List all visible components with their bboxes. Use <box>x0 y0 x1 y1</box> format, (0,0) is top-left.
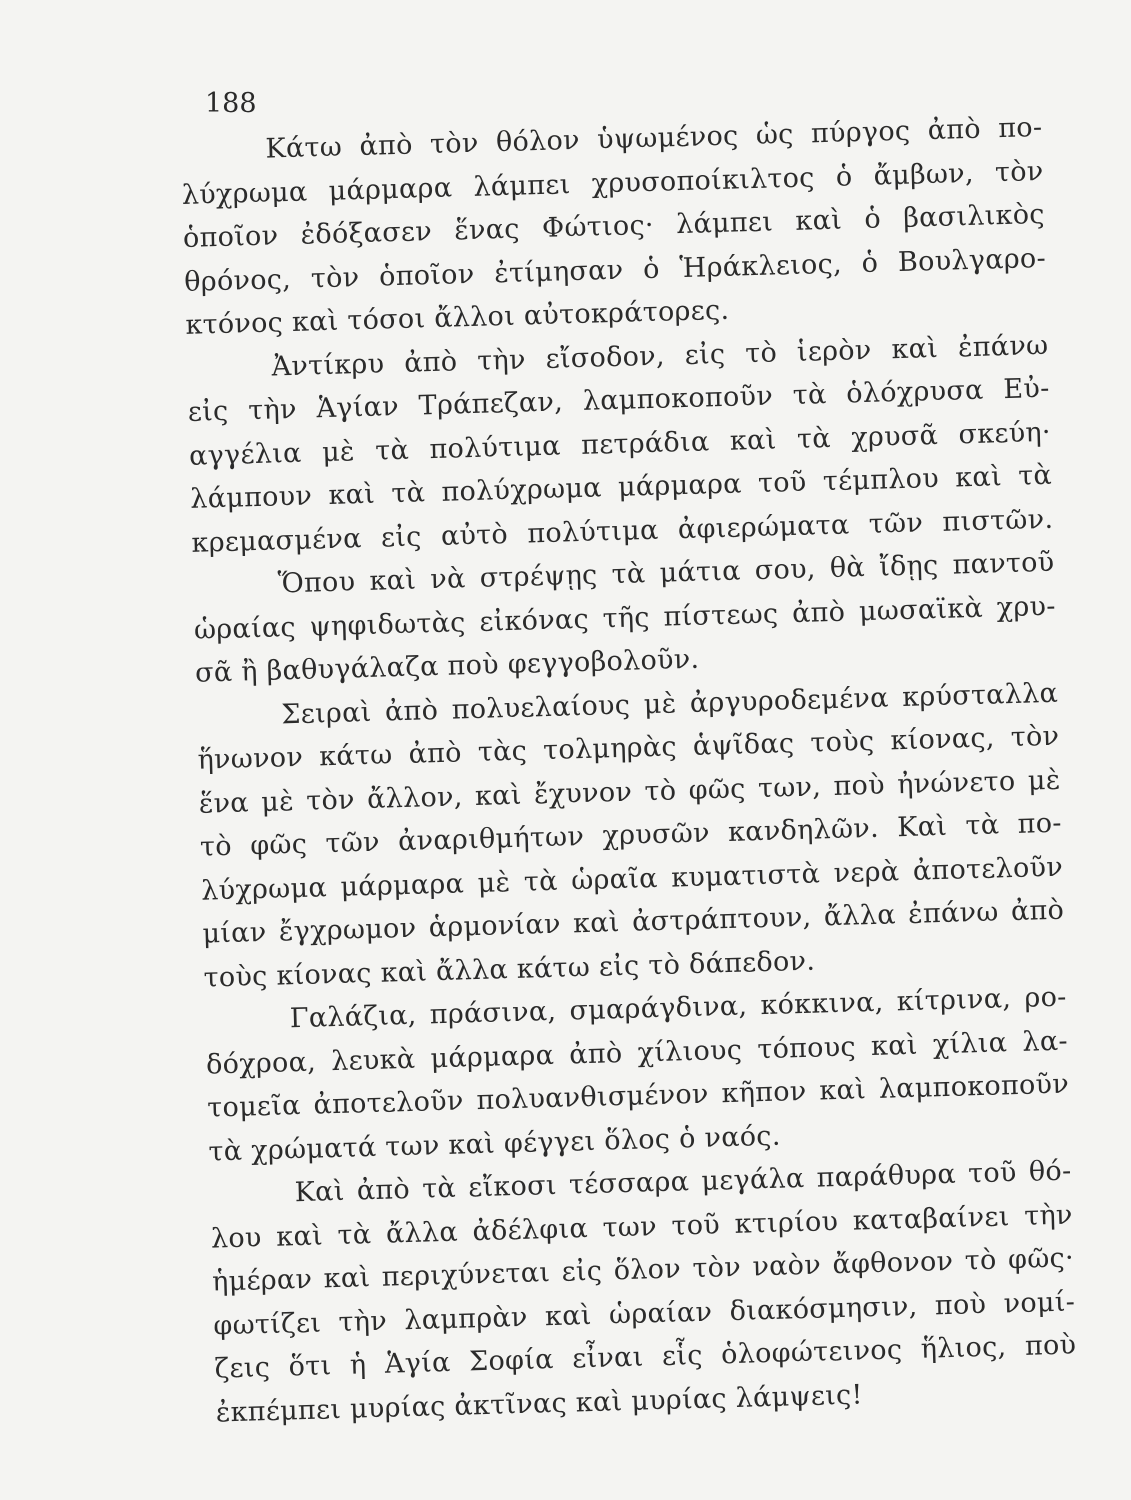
text-line: λύχρωμα μάρμαρα μὲ τὰ ὡραῖα κυματιστὰ νερὰ ἀποτελοῦν <box>200 851 1064 907</box>
text-line: ἥνωνον κάτω ἀπὸ τὰς τολμηρὰς ἁψῖδας τοὺς κίονας, τὸν <box>197 720 1060 776</box>
text-line: τὸ φῶς τῶν ἀναριθμήτων χρυσῶν κανδηλῶν. Καὶ τὰ πο- <box>199 807 1063 863</box>
text-line: τομεῖα ἀποτελοῦν πολυανθισμένον κῆπον καὶ λαμποκοποῦν <box>206 1068 1070 1124</box>
text-line: ἐκπέμπει μυρίας ἀκτῖνας καὶ μυρίας λάμψεις! <box>215 1378 864 1428</box>
text-line: Ἀντίκρυ ἀπὸ τὴν εἴσοδον, εἰς τὸ ἱερὸν καὶ ἐπάνω <box>271 329 1049 383</box>
text-line: ζεις ὅτι ἡ Ἁγία Σοφία εἶναι εἷς ὁλοφώτεινος ἥλιος, ποὺ <box>214 1329 1077 1385</box>
text-line: εἰς τὴν Ἁγίαν Τράπεζαν, λαμποκοποῦν τὰ ὁλόχρυσα Εὐ- <box>187 372 1050 428</box>
body-text <box>180 106 1078 1435</box>
text-line: τὰ χρώματά των καὶ φέγγει ὅλος ὁ ναός. <box>208 1120 782 1168</box>
text-line: Ὅπου καὶ νὰ στρέψῃς τὰ μάτια σου, θὰ ἴδῃς παντοῦ <box>277 546 1055 600</box>
text-line: λύχρωμα μάρμαρα λάμπει χρυσοποίκιλτος ὁ ἄμβων, τὸν <box>181 155 1044 211</box>
text-line: λου καὶ τὰ ἄλλα ἀδέλφια των τοῦ κτιρίου καταβαίνει τὴν <box>210 1199 1074 1255</box>
text-line: ὁποῖον ἐδόξασεν ἕνας Φώτιος· λάμπει καὶ ὁ βασιλικὸς <box>182 198 1046 254</box>
text-line: ἡμέραν καὶ περιχύνεται εἰς ὅλον τὸν ναὸν ἄφθονον τὸ φῶς· <box>211 1242 1075 1298</box>
text-line: λάμπουν καὶ τὰ πολύχρωμα μάρμαρα τοῦ τέμπλου καὶ τὰ <box>189 459 1053 515</box>
text-line: Σειραὶ ἀπὸ πολυελαίους μὲ ἀργυροδεμένα κρύσταλλα <box>280 677 1059 730</box>
text-line: Καὶ ἀπὸ τὰ εἴκοσι τέσσαρα μεγάλα παράθυρα τοῦ θό- <box>294 1155 1072 1209</box>
text-line: μίαν ἔγχρωμον ἁρμονίαν καὶ ἀστράπτουν, ἄλλα ἐπάνω ἀπὸ <box>202 894 1065 950</box>
text-line: κρεμασμένα εἰς αὐτὸ πολύτιμα ἀφιερώματα τῶν πιστῶν. <box>191 503 1054 559</box>
page-number: 188 <box>205 88 257 119</box>
text-line: δόχροα, λευκὰ μάρμαρα ἀπὸ χίλιους τόπους καὶ χίλια λα- <box>205 1025 1069 1081</box>
text-line: Κάτω ἀπὸ τὸν θόλον ὑψωμένος ὡς πύργος ἀπὸ πο- <box>265 111 1043 165</box>
text-line: θρόνος, τὸν ὁποῖον ἐτίμησαν ὁ Ἡράκλειος, ὁ Βουλγαρο- <box>183 242 1047 298</box>
text-line: τοὺς κίονας καὶ ἄλλα κάτω εἰς τὸ δάπεδον. <box>203 945 816 994</box>
text-line: αγγέλια μὲ τὰ πολύτιμα πετράδια καὶ τὰ χρυσᾶ σκεύη· <box>188 416 1052 472</box>
text-line: ὡραίας ψηφιδωτὰς εἰκόνας τῆς πίστεως ἀπὸ μωσαϊκὰ χρυ- <box>193 590 1057 646</box>
text-line: σᾶ ἢ βαθυγάλαζα ποὺ φεγγοβολοῦν. <box>194 643 700 689</box>
text-line: κτόνος καὶ τόσοι ἄλλοι αὐτοκράτορες. <box>185 294 730 341</box>
text-line: φωτίζει τὴν λαμπρὰν καὶ ὡραίαν διακόσμησιν, ποὺ νομί- <box>212 1285 1076 1342</box>
text-line: Γαλάζια, πράσινα, σμαράγδινα, κόκκινα, κίτρινα, ρο- <box>289 981 1067 1035</box>
text-line: ἕνα μὲ τὸν ἄλλον, καὶ ἔχυνον τὸ φῶς των, ποὺ ἠνώνετο μὲ <box>198 764 1061 820</box>
